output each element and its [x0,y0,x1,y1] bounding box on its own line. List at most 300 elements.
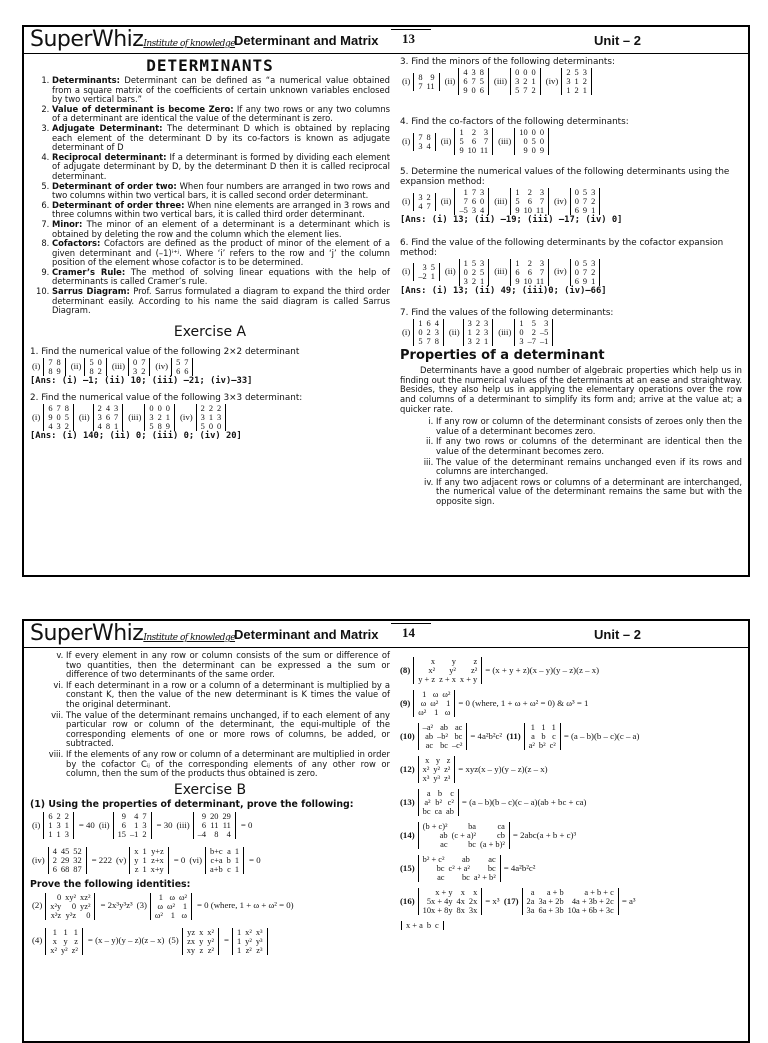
determinant-cell: b [437,789,442,798]
determinant-cell: y² [207,936,214,946]
identity-equation [400,888,742,915]
determinant-cell: ω² [154,910,163,920]
determinant [45,928,83,955]
determinant-cell: y [451,657,456,666]
determinant-cell: 2 [426,192,431,202]
determinant-cell: –2 [418,272,427,282]
determinant-cell: z [199,945,204,955]
determinant-cell: 4 [48,422,53,432]
determinant-cell: 0 [574,188,579,197]
determinant-cell: 3 [97,413,102,423]
determinant-cell: 6 [574,206,579,215]
item-label: (ii) [444,75,456,86]
definition-item [52,76,390,105]
equation-rhs: = 2abc(a + b + c)³ [512,829,577,840]
determinant [561,68,592,95]
left-column [30,651,390,956]
determinant-cell: 0 [523,68,528,77]
determinant-cell: 0 [531,128,536,137]
determinant-cell: 3a [526,906,535,915]
identities-row-2 [30,928,390,955]
determinant-cell: 6 [515,267,520,277]
determinant-cell: 4 [463,68,468,77]
determinant-cell: x² [428,666,436,675]
definition-item [52,201,390,220]
determinant-cell: 2 [531,328,536,338]
determinant-cell: 1 [418,319,423,329]
determinant [232,928,268,955]
logo: SuperWhizInstitute of knowledge [30,27,236,52]
determinant-cell: ω [444,708,451,717]
question-1-determinants [30,358,390,376]
item-label: (ii) [70,361,82,372]
determinant-cell: 2 [56,812,61,822]
determinant [514,128,549,155]
determinant-cell: 2 [471,276,476,286]
determinant-cell: 2 [64,422,69,432]
item-label: (ii) [98,819,110,830]
determinant-cell: 8 [48,366,53,376]
item-label: (iv) [545,75,559,86]
determinant [418,822,510,849]
item-label: (2) [32,900,43,911]
determinant-cell: 7 [142,812,147,822]
determinant-cell: a² + b² [473,873,496,882]
determinant-cell: 1 [582,86,587,95]
determinant-cell: 1 [515,258,520,268]
determinant-cell: 2 [574,86,579,95]
determinant-cell: ac [425,741,434,750]
determinant-cell: z [134,865,139,875]
item-label: (ii) [440,195,452,206]
determinant [458,68,489,95]
determinant-cell: y³ [255,936,263,946]
header-title: Determinant and Matrix [234,627,379,642]
page-header [24,621,748,648]
determinant [570,259,601,286]
determinant-cell: 0 [71,901,77,911]
determinant-cell: 1 [434,708,439,717]
left-column [30,57,390,443]
determinant-cell: bc [436,864,445,873]
determinant [570,188,601,215]
determinant-cell: 1 [566,86,571,95]
determinant-cell: 0 [86,910,91,920]
determinant [413,193,435,211]
determinant-cell: 0 [523,137,528,146]
item-rhs: = (x – y)(y – z)(z – x) [87,935,165,946]
determinant-cell: y² [245,936,252,946]
determinant-cell: 3 [422,263,427,273]
determinant-cell: 0 [149,404,154,414]
determinant-cell: 7 [184,357,189,367]
determinant-cell: 8x [456,906,465,915]
properties-intro: Determinants have a good number of algebraic properties which help us in finding out the numerical values of the determinants at an ease and straightway. Besides, they also help us in applying the elementary operations over the row and columns of a determinant to simplify its form and; arrive at the value at; a quicker rate. [400,365,742,414]
determinant-cell: y³ [433,774,441,783]
exercise-b-question-1: (1) Using the properties of determinant, prove the following: [30,798,354,810]
determinant-cell: 3 [591,258,596,268]
determinant-cell: 6 [184,366,189,376]
property-item: viii. If the elements of any row or column of a determinant are multiplied in order by the cofactor Cᵢⱼ of the corresponding elements of any other row or column, then the sum of the products thus obtained is zero. [66,750,390,779]
definition-term: Adjugate Determinant: [52,122,163,133]
determinant-cell: 5 [149,422,154,432]
determinant-cell: 0 [56,892,62,902]
question-1: 1. Find the numerical value of the following 2×2 determinant [30,346,300,357]
exercise-b-title: Exercise B [173,781,247,798]
item-label: (iii) [498,326,512,337]
determinant-cell: z² [470,666,478,675]
determinant [463,319,494,346]
determinant-cell: ac [437,873,445,882]
exercise-b-set-2 [30,847,390,874]
determinant-cell: 7 [471,77,476,86]
determinant-cell: 9 [48,413,53,423]
determinant-cell: 9 [165,422,170,432]
identities-row-1 [30,893,390,920]
determinant-cell: 10x + 8y [422,906,453,915]
determinant-cell: –4 [197,830,207,840]
determinant-cell: 6 [201,821,207,831]
determinant-cell: 9 [582,206,588,215]
determinant-cell: 2 [52,856,57,866]
determinant-cell: 1 [236,936,242,946]
definition-term: Determinant of order three: [52,199,185,210]
definitions-list [30,76,390,316]
determinant-cell: 1 [236,927,242,937]
determinant-cell: a + b [546,888,564,897]
determinant-cell: xz² [80,892,91,902]
item-label: (v) [116,854,127,865]
equation-rhs: = (a – b)(b – c)(c – a)(ab + bc + ca) [461,796,587,807]
determinant-cell: 0 [574,267,579,277]
equation-number: (10) [400,730,415,741]
determinant-cell: z³ [256,945,263,955]
item-label: (ii) [440,135,452,146]
item-label: (i) [402,266,411,277]
equation-rhs: = xyz(x – y)(y – z)(z – x) [458,763,548,774]
determinant-cell: cb [497,831,505,840]
determinant-cell: x [134,847,139,857]
property-item: iv. If any two adjacent rows or columns of a determinant are interchanged, the numerical value of the determinant remains the same but with the opposite sign. [436,478,742,507]
determinant-cell: 3 [539,258,545,268]
determinant-cell: 7 [56,404,61,414]
determinant-cell: 1 [114,422,119,432]
determinant [413,657,482,684]
determinant-cell: 1 [574,77,579,86]
determinant-cell: 0 [515,68,520,77]
property-item: vi. If each determinant in a row or a column of a determinant is multiplied by a constant K, then the value of the new determinant is K times the value of the original determinant. [66,681,390,710]
determinant-cell: xy [186,945,196,955]
determinant-cell: 1 [142,847,147,857]
determinant-cell: –c² [451,741,463,750]
item-label: (ii) [78,412,90,423]
determinant-cell: 9 [201,812,207,822]
determinant-cell: 5 [480,267,485,277]
determinant-cell: 0 [157,404,162,414]
determinant-cell: (a + b)² [480,840,505,849]
determinant-cell: 3 [484,328,489,338]
determinant-cell: 3 [56,422,61,432]
determinant-cell: 1 [446,699,451,708]
determinant-cell: –7 [527,337,536,347]
determinant [413,319,444,346]
item-label: (iv) [32,854,45,865]
question-2-determinants [30,404,390,431]
determinant-cell: 4 [105,404,110,414]
determinant [510,188,549,215]
determinant-cell: –5 [539,328,549,338]
question-7-determinants [400,319,742,346]
determinant-cell: yz [187,927,196,937]
determinant-cell: 2x [468,897,478,906]
determinant-cell: 8 [479,68,484,77]
determinant-cell: 4a + 3b + 2c [571,897,614,906]
determinant-cell: 5 [515,197,520,206]
determinant-cell: 5 [471,258,476,268]
determinant-cell: 4 [480,206,485,215]
determinant-cell: 3 [133,366,138,376]
determinant-cell: b [541,732,546,741]
equation-number: (17) [503,895,519,906]
determinant-cell: c² [549,741,556,750]
determinant-cell: 7 [114,413,119,423]
item-label: (iii) [498,135,512,146]
section-title: DETERMINANTS [146,56,274,75]
determinant-cell: x [52,936,57,946]
determinant-cell: 7 [418,132,423,142]
determinant-cell: 4 [426,141,431,151]
determinant-cell: 7 [418,81,423,91]
determinant [182,928,219,955]
determinant-cell: 3 [582,68,587,77]
item-label: (iv) [179,412,193,423]
determinant-cell: 6 [52,865,57,875]
determinant [196,404,227,431]
determinant-cell: 6 [574,276,579,286]
determinant [413,263,440,281]
determinant-cell: 2 [471,267,476,277]
exercise-b-set-1 [30,812,390,839]
determinant-cell: x³ [255,927,263,937]
determinant-cell: 9 [523,146,528,155]
property-item: i. If any row or column of the determinant consists of zeroes only then the value of a determinant becomes zero. [436,417,742,436]
determinant-cell: ω² [442,690,451,699]
header-unit: Unit – 2 [594,33,641,48]
page-number-rule [391,29,431,30]
determinant-cell: 5x + 4y [426,897,453,906]
question-3-determinants [400,68,742,95]
determinant-cell: 6 [479,86,484,95]
determinant-cell: 2 [475,337,480,347]
determinant-cell: bc [468,840,476,849]
definition-text: Determinant can be defined as “a numerical value obtained from a square matrix of the coefficients of certain unknown variables enclosed by two vertical bars.” [52,75,390,105]
identity-equation [400,822,742,849]
determinant-cell: 0 [471,86,476,95]
determinant-cell: 1 [73,927,78,937]
determinant [43,404,74,431]
determinant-cell: z² [245,945,252,955]
determinant [413,73,439,91]
page-header [24,27,748,54]
determinant-cell: 9 [459,146,464,155]
question-4-determinants [400,128,742,155]
definition-item [52,153,390,182]
determinant-cell: 4 [226,830,231,840]
determinant-cell: y [435,756,441,765]
determinant [418,855,501,882]
determinant-cell: 1 [480,276,485,286]
determinant-cell: 32 [73,856,82,866]
determinant-cell: 8 [157,422,162,432]
determinant-cell: 1 [63,927,68,937]
determinant-cell: 2 [591,197,596,206]
item-rhs: = 222 [91,854,112,865]
question-5-answer: [Ans: (i) 13; (ii) –19; (iii) –17; (iv) 0] [400,215,623,225]
determinant-cell: 5 [430,263,435,273]
determinant [418,888,483,915]
determinant [93,404,124,431]
determinant-cell: 8 [434,337,439,347]
definition-term: Determinant of order two: [52,180,177,191]
determinant-cell: z [473,657,478,666]
determinant-cell: 7 [523,86,528,95]
item-label: (i) [402,75,411,86]
determinant-cell: c [435,921,439,930]
determinant-cell: 9 [582,276,588,286]
item-rhs: = 0 (where, 1 + ω + ω² = 0) [197,900,294,911]
determinant-cell: z² [207,945,214,955]
definition-term: Sarrus Diagram: [52,286,130,297]
determinant-cell: 1 [234,847,240,857]
determinant-cell: 5 [418,337,423,347]
determinant [510,259,549,286]
determinant-cell: 2 [527,188,532,197]
determinant-cell: 10 [523,206,532,215]
determinant-cell: –5 [459,206,468,215]
determinant [113,812,152,839]
determinant-cell: c [450,789,454,798]
determinant-cell: 0 [531,68,536,77]
determinant-cell: 0 [165,404,170,414]
definition-text: The minor of an element of a determinant is a determinant which is obtained by deleting the row and the column which the element lies. [52,218,390,239]
determinant-cell: 3 [483,128,489,137]
determinant [413,690,455,717]
determinant-cell: y² [433,765,441,774]
determinant [129,847,168,874]
determinant [454,128,493,155]
question-7: 7. Find the values of the following determinants: [400,308,614,319]
determinant-cell: 3 [515,77,520,86]
determinant-cell: 1 [422,690,427,699]
determinant-cell: 6 [121,821,126,831]
item-label: (iv) [554,195,567,206]
determinant-cell: 9 [515,276,520,286]
determinant-cell: x [473,888,478,897]
definition-item [52,124,390,153]
determinant [193,812,236,839]
determinant-cell: 2 [142,830,147,840]
equation-number: (8) [400,664,411,675]
definition-term: Cramer’s Rule: [52,266,126,277]
determinant [524,723,561,750]
determinant-cell: x² [207,927,214,937]
determinant-cell: 1 [519,319,524,329]
determinant-cell: 7 [582,197,588,206]
determinant-cell: 6a + 3b [538,906,564,915]
identity-equation [400,789,742,816]
determinant-cell: 0 [418,328,423,338]
determinant-cell: 2 [200,404,205,414]
determinant-cell: bc [454,732,463,741]
determinant-cell: 20 [210,812,219,822]
determinant-cell: 7 [426,201,431,211]
determinant [205,847,244,874]
determinant-cell: –1 [539,337,549,347]
determinant-cell: 4 [434,319,439,329]
determinant-cell: x [460,888,465,897]
exercise-a-title: Exercise A [173,323,247,340]
determinant-cell: 6 [105,413,110,423]
item-rhs: = [223,935,229,946]
determinant-cell: ω² [178,892,188,902]
determinant-cell: x [430,657,436,666]
determinant-cell: 2 [157,413,162,423]
definition-text: If any two rows or any two columns of a determinant are identical the value of the determinant is zero. [52,103,390,124]
header-title: Determinant and Matrix [234,33,379,48]
item-label: (iii) [494,266,508,277]
item-label: (iii) [128,412,142,423]
determinant [510,68,541,95]
determinant-cell: 2 [208,404,214,414]
determinant-cell: 3 [64,830,69,840]
determinant-cell: 1 [234,865,240,875]
equation-rhs: = x³ [485,895,500,906]
determinant [43,812,74,839]
determinant-cell: 2 [141,366,146,376]
determinant-cell: 3 [418,192,423,202]
determinant-cell: 5 [582,258,588,268]
determinant-cell: x + y [459,675,478,684]
determinant-cell: 3 [539,188,545,197]
definition-item [52,287,390,316]
determinant-cell: 8 [418,72,423,82]
item-label: (i) [402,326,411,337]
equation-number: (13) [400,796,415,807]
determinant-cell: 0 [208,422,214,432]
determinant-cell: 0 [56,413,61,423]
determinant-cell: 1 [165,413,170,423]
determinant-cell: 8 [426,132,431,142]
determinant-cell: ca [497,822,505,831]
determinant-cell: 2 [566,68,571,77]
determinant-cell: 9 [121,812,126,822]
property-item: vii. The value of the determinant remains unchanged, if to each element of any particular row or column of the determinant, the equi-multiple of the corresponding elements of one or more rows of columns, be added, or subtracted. [66,711,390,749]
determinant-cell: x [199,927,204,937]
determinant-cell: y [199,936,204,946]
equation-rhs: = a³ [621,895,636,906]
determinant-cell: 3 [114,404,119,414]
determinant-cell: x² [50,945,57,955]
properties-list-continued [30,651,390,779]
determinant-cell: 10 [523,276,532,286]
determinant-cell: 6 [471,137,476,146]
determinant-cell: 5 [479,77,484,86]
determinant-cell: 3 [467,319,472,329]
determinant-cell: 2 [591,267,596,277]
determinant-cell: 6 [527,267,532,277]
determinant-cell: 1 [541,723,546,732]
question-5-determinants [400,188,742,215]
